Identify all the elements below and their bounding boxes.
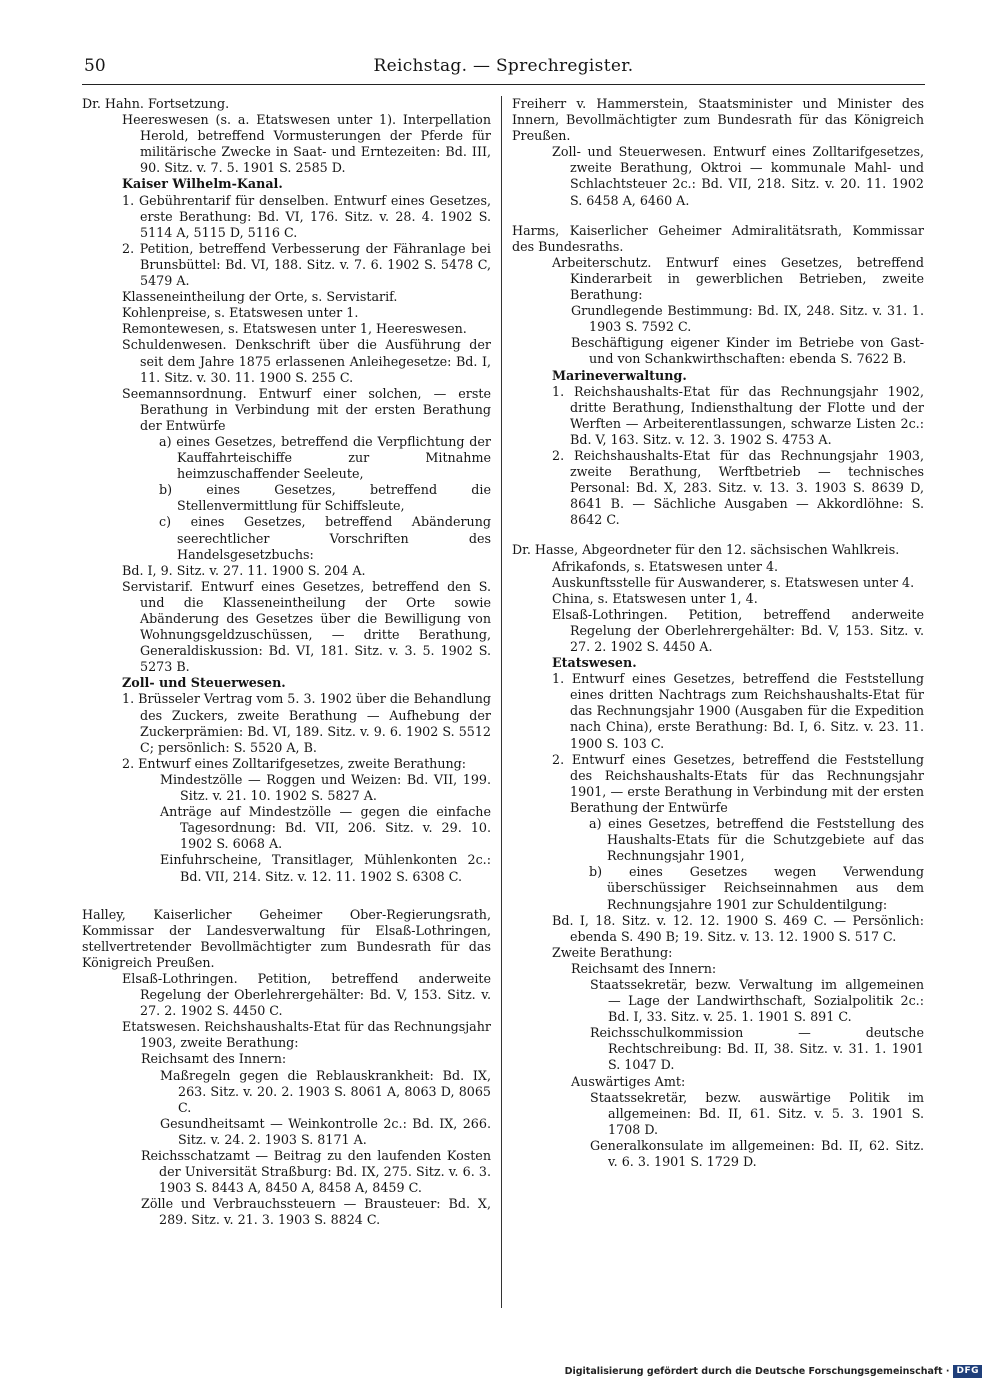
index-entry: Reichsamt des Innern: [571,960,717,976]
index-entry: Maßregeln gegen die Reblauskrankheit: Bd. IX, 263. Sitz. v. 20. 2. 1903 S. 8061 A, 8063 D, 8065 C. [160,1067,491,1115]
entry-spacer [512,528,924,542]
index-entry: Auskunftsstelle für Auswanderer, s. Etatswesen unter 4. [552,574,915,590]
running-title: Reichstag. — Sprechregister. [373,56,634,76]
index-entry: Zweite Berathung: [552,944,673,960]
index-entry: 2. Entwurf eines Gesetzes, betreffend die Feststellung des Reichshaushalts-Etats für das Rechnungsjahr 1901, — erste Berathung in Verbindung mit der ersten Berathung der Entwürfe [552,751,924,815]
index-entry: Halley, Kaiserlicher Geheimer Ober-Regierungsrath, Kommissar der Landesverwaltung für Elsaß-Lothringen, stellvertretender Bevollmächtigter zum Bundesrath für das Königreich Preußen. [82,906,491,970]
dfg-logo: DFG [953,1365,982,1378]
index-entry: Etatswesen. [552,655,637,671]
index-entry: Marineverwaltung. [552,367,687,383]
index-entry: Bd. I, 9. Sitz. v. 27. 11. 1900 S. 204 A. [122,562,366,578]
index-entry: 1. Entwurf eines Gesetzes, betreffend die Feststellung eines dritten Nachtrags zum Reichshaushalts-Etat für das Rechnungsjahr 1900 (Ausgaben für die Expedition nach China), erste Berathung: Bd. I, 6. Sitz. v. 23. 11. 1900 S. 103 C. [552,671,924,751]
index-entry: Staatssekretär, bezw. Verwaltung im allgemeinen — Lage der Landwirthschaft, Sozialpolitik 2c.: Bd. I, 33. Sitz. v. 25. 1. 1901 S. 891 C. [590,976,924,1025]
index-entry: Schuldenwesen. Denkschrift über die Ausführung der seit dem Jahre 1875 erlassenen Anleihegesetze: Bd. I, 11. Sitz. v. 30. 11. 1900 S. 255 C. [122,337,491,385]
index-entry: Reichsschulkommission — deutsche Rechtschreibung: Bd. II, 38. Sitz. v. 31. 1. 1901 S. 1047 D. [590,1025,924,1073]
index-entry: 2. Reichshaushalts-Etat für das Rechnungsjahr 1903, zweite Berathung, Werftbetrieb — technisches Personal: Bd. X, 283. Sitz. v. 13. 3. 1903 S. 8639 D, 8641 B. — Sächliche Ausgaben — Akkordlöhne: S. 8642 C. [552,447,924,528]
header-rule [82,84,925,85]
index-entry: Elsaß-Lothringen. Petition, betreffend anderweite Regelung der Oberlehrergehälter: Bd. V, 153. Sitz. v. 27. 2. 1902 S. 4450 A. [552,606,924,654]
entry-spacer [512,209,924,223]
column-divider [501,96,502,1308]
index-entry: Zoll- und Steuerwesen. [122,675,286,691]
index-entry: 2. Entwurf eines Zolltarifgesetzes, zweite Berathung: [122,755,467,771]
index-entry: Heereswesen (s. a. Etatswesen unter 1). Interpellation Herold, betreffend Vormusterungen der Pferde für militärische Zwecke in Saat- und Erntezeiten: Bd. III, 90. Sitz. v. 7. 5. 1901 S. 2585 D. [122,112,491,176]
index-entry: Elsaß-Lothringen. Petition, betreffend anderweite Regelung der Oberlehrergehälter: Bd. V, 153. Sitz. v. 27. 2. 1902 S. 4450 C. [122,970,491,1019]
index-entry: Mindestzölle — Roggen und Weizen: Bd. VII, 199. Sitz. v. 21. 10. 1902 S. 5827 A. [160,771,491,804]
index-entry: Arbeiterschutz. Entwurf eines Gesetzes, betreffend Kinderarbeit in gewerblichen Betrieben, zweite Berathung: [552,254,924,303]
index-entry: 1. Reichshaushalts-Etat für das Rechnungsjahr 1902, dritte Berathung, Indiensthaltung der Flotte und der Werften — Arbeiterentlassungen, schwarze Listen 2c.: Bd. V, 163. Sitz. v. 12. 3. 1902 S. 4753 A. [552,383,924,447]
index-entry: a) eines Gesetzes, betreffend die Feststellung des Haushalts-Etats für die Schutzgebiete auf das Rechnungsjahr 1901, [589,816,924,864]
index-entry: Generalkonsulate im allgemeinen: Bd. II, 62. Sitz. v. 6. 3. 1901 S. 1729 D. [590,1137,924,1169]
footer-credit-text: Digitalisierung gefördert durch die Deutsche Forschungsgemeinschaft · [564,1365,950,1377]
index-entry: China, s. Etatswesen unter 1, 4. [552,590,758,606]
index-entry: Kaiser Wilhelm-Kanal. [122,176,283,192]
index-entry: Etatswesen. Reichshaushalts-Etat für das Rechnungsjahr 1903, zweite Berathung: [122,1019,491,1051]
index-entry: Servistarif. Entwurf eines Gesetzes, betreffend den S. und die Klasseneintheilung der Orte sowie Abänderung des Gesetzes über die Bewilligung von Wohnungsgeldzuschüssen, — dritte Berathung, Generaldiskussion: Bd. VI, 181. Sitz. v. 3. 5. 1902 S. 5273 B. [122,578,491,675]
index-entry: Anträge auf Mindestzölle — gegen die einfache Tagesordnung: Bd. VII, 206. Sitz. v. 29. 10. 1902 S. 6068 A. [160,804,491,852]
index-entry: Reichsamt des Innern: [141,1051,287,1067]
index-entry: b) eines Gesetzes wegen Verwendung überschüssiger Reichseinnahmen aus dem Rechnungsjahre 1901 zur Schuldentilgung: [589,864,924,912]
index-entry: Auswärtiges Amt: [571,1073,686,1089]
left-column [82,96,491,1311]
index-entry: Reichsschatzamt — Beitrag zu den laufenden Kosten der Universität Straßburg: Bd. IX, 275. Sitz. v. 6. 3. 1903 S. 8443 A, 8450 A, 8458 A, 8459 C. [141,1148,491,1196]
index-entry: Gesundheitsamt — Weinkontrolle 2c.: Bd. IX, 266. Sitz. v. 24. 2. 1903 S. 8171 A. [160,1115,491,1147]
page-number: 50 [84,56,106,76]
entry-spacer [82,885,491,907]
index-entry: Staatssekretär, bezw. auswärtige Politik im allgemeinen: Bd. II, 61. Sitz. v. 5. 3. 1901 S. 1708 D. [590,1089,924,1137]
footer-credit [565,1364,982,1378]
page-header [82,56,925,86]
index-entry: 1. Brüsseler Vertrag vom 5. 3. 1902 über die Behandlung des Zuckers, zweite Berathung — Aufhebung der Zuckerprämien: Bd. VI, 189. Sitz. v. 9. 6. 1902 S. 5512 C; persönlich: S. 5520 A, B. [122,691,491,755]
index-entry: Einfuhrscheine, Transitlager, Mühlenkonten 2c.: Bd. VII, 214. Sitz. v. 12. 11. 1902 S. 6308 C. [160,852,491,884]
index-entry: 1. Gebührentarif für denselben. Entwurf eines Gesetzes, erste Berathung: Bd. VI, 176. Sitz. v. 28. 4. 1902 S. 5114 A, 5115 D, 5116 C. [122,192,491,240]
index-entry: Kohlenpreise, s. Etatswesen unter 1. [122,305,359,321]
index-entry: Freiherr v. Hammerstein, Staatsminister und Minister des Innern, Bevollmächtigter zum Bundesrath für das Königreich Preußen. [512,96,924,144]
index-entry: Seemannsordnung. Entwurf einer solchen, — erste Berathung in Verbindung mit der ersten Berathung der Entwürfe [122,385,491,433]
index-entry: Klasseneintheilung der Orte, s. Servistarif. [122,289,398,305]
index-entry: Zoll- und Steuerwesen. Entwurf eines Zolltarifgesetzes, zweite Berathung, Oktroi — kommunale Mahl- und Schlachtsteuer 2c.: Bd. VII, 218. Sitz. v. 20. 11. 1902 S. 6458 A, 6460 A. [552,144,924,208]
index-entry: Grundlegende Bestimmung: Bd. IX, 248. Sitz. v. 31. 1. 1903 S. 7592 C. [571,303,924,335]
index-entry: Harms, Kaiserlicher Geheimer Admiralitätsrath, Kommissar des Bundesraths. [512,222,924,254]
index-entry: Dr. Hasse, Abgeordneter für den 12. sächsischen Wahlkreis. [512,542,900,558]
index-entry: Remontewesen, s. Etatswesen unter 1, Heereswesen. [122,321,467,337]
index-entry: Dr. Hahn. Fortsetzung. [82,96,230,111]
index-entry: c) eines Gesetzes, betreffend Abänderung seerechtlicher Vorschriften des Handelsgesetzbuchs: [159,514,491,562]
index-entry: b) eines Gesetzes, betreffend die Stellenvermittlung für Schiffsleute, [159,482,491,514]
index-entry: Beschäftigung eigener Kinder im Betriebe von Gast- und von Schankwirthschaften: ebenda S. 7622 B. [571,335,924,367]
index-entry: Bd. I, 18. Sitz. v. 12. 12. 1900 S. 469 C. — Persönlich: ebenda S. 490 B; 19. Sitz. v. 13. 12. 1900 S. 517 C. [552,912,924,944]
index-entry: 2. Petition, betreffend Verbesserung der Fähranlage bei Brunsbüttel: Bd. VI, 188. Sitz. v. 7. 6. 1902 S. 5478 C, 5479 A. [122,240,491,289]
index-entry: a) eines Gesetzes, betreffend die Verpflichtung der Kauffahrteischiffe zur Mitnahme heimzuschaffender Seeleute, [159,433,491,482]
index-entry: Zölle und Verbrauchssteuern — Brausteuer: Bd. X, 289. Sitz. v. 21. 3. 1903 S. 8824 C. [141,1196,491,1228]
index-entry: Afrikafonds, s. Etatswesen unter 4. [552,558,779,574]
right-column [512,96,924,1311]
